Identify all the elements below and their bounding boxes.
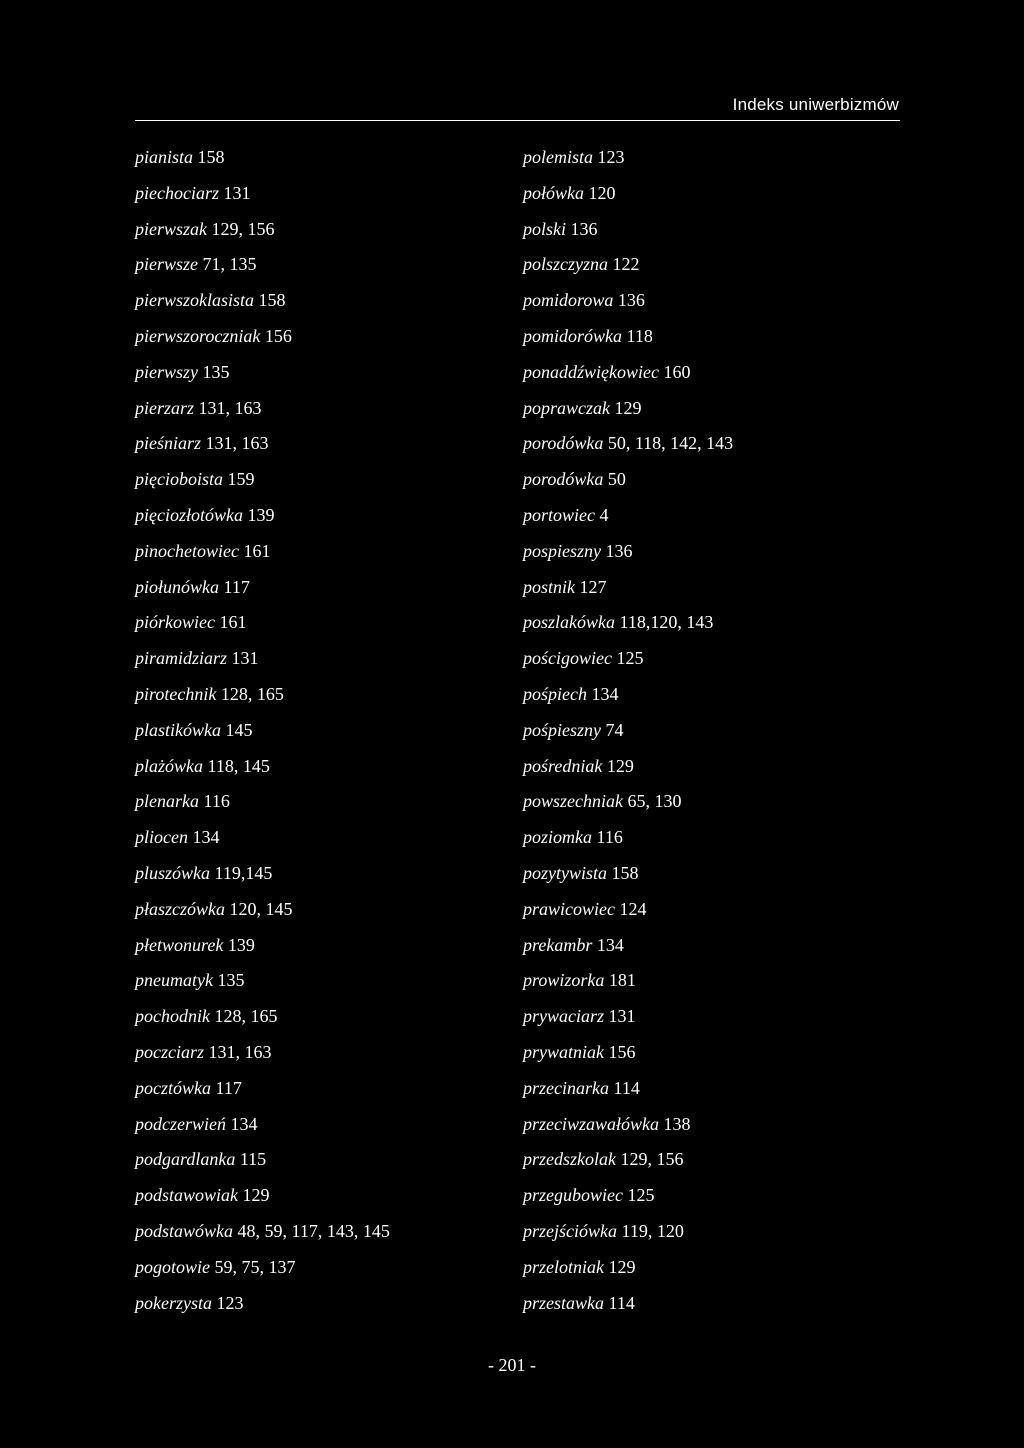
index-entry	[135, 820, 390, 856]
index-pages: 135	[202, 361, 230, 382]
index-pages: 134	[596, 934, 624, 955]
index-entry	[135, 605, 390, 641]
index-pages: 156	[264, 325, 292, 346]
index-entry	[523, 1071, 733, 1107]
index-pages: 129	[242, 1185, 270, 1206]
index-entry	[523, 391, 733, 427]
index-term: pościgowiec	[523, 648, 612, 669]
index-pages: 59, 75, 137	[214, 1256, 296, 1277]
index-pages: 145	[225, 719, 253, 740]
index-entry	[523, 928, 733, 964]
index-entry	[135, 641, 390, 677]
index-term: piórkowiec	[135, 612, 215, 633]
index-term: przegubowiec	[523, 1185, 623, 1206]
index-pages: 120, 145	[229, 898, 293, 919]
index-term: poczciarz	[135, 1041, 204, 1062]
index-pages: 50, 118, 142, 143	[607, 433, 734, 454]
index-entry	[135, 1071, 390, 1107]
index-entry	[523, 999, 733, 1035]
index-pages: 65, 130	[627, 791, 682, 812]
index-term: pierwsze	[135, 254, 198, 275]
index-pages: 158	[197, 147, 225, 167]
index-term: prywatniak	[523, 1041, 604, 1062]
index-pages: 128, 165	[214, 1006, 278, 1027]
index-term: przestawka	[523, 1292, 604, 1313]
index-entry	[523, 498, 733, 534]
index-entry	[523, 784, 733, 820]
index-pages: 71, 135	[202, 254, 257, 275]
index-entry	[523, 749, 733, 785]
index-entry	[135, 1214, 390, 1250]
index-entry	[523, 570, 733, 606]
index-pages: 127	[579, 576, 607, 597]
index-term: pierwszoklasista	[135, 290, 255, 311]
index-pages: 118	[626, 325, 653, 346]
index-entry	[135, 749, 390, 785]
index-term: pozytywista	[523, 862, 607, 883]
index-term: pięcioboista	[135, 469, 223, 490]
index-entry	[523, 1107, 733, 1143]
index-term: prywaciarz	[523, 1006, 604, 1027]
index-pages: 74	[605, 719, 624, 740]
index-entry	[135, 677, 390, 713]
index-pages: 116	[203, 791, 230, 812]
index-entry	[135, 534, 390, 570]
index-pages: 161	[219, 612, 247, 633]
index-term: pneumatyk	[135, 970, 213, 991]
index-pages: 119,145	[214, 862, 273, 883]
index-pages: 131, 163	[198, 397, 262, 418]
index-entry	[135, 856, 390, 892]
index-term: przeciwzawałówka	[523, 1113, 660, 1134]
index-pages: 134	[591, 683, 619, 704]
index-entry	[135, 1178, 390, 1214]
index-entry	[135, 713, 390, 749]
index-entry	[135, 498, 390, 534]
index-term: poziomka	[523, 827, 592, 848]
index-pages: 129	[606, 755, 634, 776]
index-pages: 123	[216, 1292, 244, 1313]
index-term: połówka	[523, 182, 584, 203]
index-entry	[523, 1250, 733, 1286]
index-pages: 122	[612, 254, 640, 275]
index-pages: 125	[616, 648, 644, 669]
index-pages: 134	[192, 827, 220, 848]
index-pages: 50	[607, 469, 626, 490]
index-pages: 158	[258, 290, 286, 311]
index-entry	[523, 1142, 733, 1178]
index-term: pochodnik	[135, 1006, 210, 1027]
index-term: polszczyzna	[523, 254, 608, 275]
page-number: - 201 -	[488, 1355, 536, 1375]
index-term: piechociarz	[135, 182, 219, 203]
index-term: pliocen	[135, 827, 188, 848]
index-pages: 129	[608, 1256, 636, 1277]
index-pages: 128, 165	[220, 683, 284, 704]
index-entry	[135, 784, 390, 820]
index-term: prowizorka	[523, 970, 605, 991]
index-entry	[135, 176, 390, 212]
index-entry	[523, 963, 733, 999]
index-pages: 119, 120	[621, 1220, 684, 1241]
index-pages: 48, 59, 117, 143, 145	[237, 1220, 390, 1241]
index-term: polski	[523, 218, 566, 239]
index-pages: 124	[619, 898, 647, 919]
index-term: pogotowie	[135, 1256, 210, 1277]
index-term: pośpiech	[523, 683, 587, 704]
index-pages: 115	[239, 1149, 267, 1170]
index-entry	[523, 355, 733, 391]
index-entry	[523, 820, 733, 856]
index-column-left	[135, 140, 390, 1321]
index-entry	[523, 212, 733, 248]
index-term: przejściówka	[523, 1220, 617, 1241]
index-pages: 123	[597, 147, 625, 167]
index-pages: 129, 156	[211, 218, 275, 239]
index-pages: 138	[663, 1113, 691, 1134]
index-term: prawicowiec	[523, 898, 615, 919]
index-entry	[135, 391, 390, 427]
index-pages: 131, 163	[205, 433, 269, 454]
index-term: poprawczak	[523, 397, 610, 418]
index-entry	[135, 1107, 390, 1143]
index-term: pianista	[135, 147, 194, 167]
index-pages: 118, 145	[207, 755, 270, 776]
index-pages: 129	[614, 397, 642, 418]
index-term: plenarka	[135, 791, 199, 812]
index-entry	[135, 570, 390, 606]
index-entry	[523, 713, 733, 749]
index-entry	[523, 1214, 733, 1250]
index-term: pokerzysta	[135, 1292, 212, 1313]
index-entry	[523, 1035, 733, 1071]
index-term: pomidorówka	[523, 325, 622, 346]
index-pages: 136	[570, 218, 598, 239]
index-entry	[135, 928, 390, 964]
index-pages: 120	[588, 182, 616, 203]
index-term: portowiec	[523, 504, 595, 525]
index-term: przelotniak	[523, 1256, 604, 1277]
index-pages: 134	[230, 1113, 258, 1134]
index-entry	[135, 140, 390, 176]
index-pages: 136	[617, 290, 645, 311]
index-term: pieśniarz	[135, 433, 202, 454]
index-term: podgardlanka	[135, 1149, 236, 1170]
index-term: porodówka	[523, 433, 604, 454]
index-pages: 159	[227, 469, 255, 490]
index-entry	[135, 462, 390, 498]
index-entry	[523, 534, 733, 570]
index-pages: 139	[227, 934, 255, 955]
index-term: płetwonurek	[135, 934, 224, 955]
index-term: pierwszy	[135, 361, 198, 382]
index-entry	[135, 892, 390, 928]
index-pages: 117	[223, 576, 250, 597]
index-pages: 125	[627, 1185, 655, 1206]
index-pages: 131, 163	[208, 1041, 272, 1062]
index-term: postnik	[523, 576, 575, 597]
index-term: przecinarka	[523, 1077, 609, 1098]
index-term: pośpieszny	[523, 719, 601, 740]
index-pages: 118,120, 143	[619, 612, 714, 633]
index-entry	[523, 856, 733, 892]
index-pages: 135	[217, 970, 245, 991]
index-term: podczerwień	[135, 1113, 226, 1134]
index-entry	[523, 1178, 733, 1214]
index-entry	[135, 319, 390, 355]
index-entry	[135, 1035, 390, 1071]
index-term: pirotechnik	[135, 683, 217, 704]
index-term: pierwszak	[135, 218, 207, 239]
index-term: pluszówka	[135, 862, 211, 883]
index-term: powszechniak	[523, 791, 623, 812]
index-entry	[135, 1250, 390, 1286]
index-entry	[135, 1142, 390, 1178]
index-term: prekambr	[523, 934, 593, 955]
index-entry	[135, 963, 390, 999]
index-term: płaszczówka	[135, 898, 225, 919]
index-pages: 156	[608, 1041, 636, 1062]
index-term: pospieszny	[523, 540, 601, 561]
index-term: podstawowiak	[135, 1185, 239, 1206]
index-pages: 4	[599, 504, 609, 525]
index-pages: 131	[231, 648, 259, 669]
index-term: polemista	[523, 147, 593, 167]
index-term: pomidorowa	[523, 290, 614, 311]
index-pages: 160	[663, 361, 691, 382]
index-pages: 181	[608, 970, 636, 991]
index-term: plastikówka	[135, 719, 221, 740]
header-rule	[135, 120, 900, 121]
index-term: pięciozłotówka	[135, 504, 243, 525]
index-entry	[523, 641, 733, 677]
index-entry	[523, 176, 733, 212]
index-entry	[135, 247, 390, 283]
index-entry	[135, 283, 390, 319]
running-header-title: Indeks uniwerbizmów	[732, 95, 899, 114]
index-entry	[523, 462, 733, 498]
index-term: pierzarz	[135, 397, 195, 418]
index-entry	[523, 140, 733, 176]
index-entry	[523, 677, 733, 713]
index-pages: 114	[608, 1292, 635, 1313]
index-entry	[135, 426, 390, 462]
index-term: pocztówka	[135, 1077, 211, 1098]
index-term: piołunówka	[135, 576, 219, 597]
index-term: podstawówka	[135, 1220, 234, 1241]
index-entry	[135, 212, 390, 248]
index-entry	[523, 892, 733, 928]
index-pages: 129, 156	[620, 1149, 684, 1170]
index-pages: 117	[215, 1077, 242, 1098]
index-pages: 158	[611, 862, 639, 883]
index-pages: 136	[605, 540, 633, 561]
index-pages: 161	[243, 540, 271, 561]
index-term: pierwszoroczniak	[135, 325, 261, 346]
index-term: porodówka	[523, 469, 604, 490]
index-pages: 131	[608, 1006, 636, 1027]
index-entry	[523, 319, 733, 355]
index-column-right	[523, 140, 733, 1321]
index-entry	[523, 426, 733, 462]
index-term: pośredniak	[523, 755, 603, 776]
index-pages: 131	[223, 182, 251, 203]
index-term: pinochetowiec	[135, 540, 239, 561]
index-pages: 116	[596, 827, 623, 848]
index-entry	[135, 1286, 390, 1322]
index-term: ponaddźwiękowiec	[523, 361, 659, 382]
index-entry	[135, 999, 390, 1035]
index-term: poszlakówka	[523, 612, 615, 633]
index-term: plażówka	[135, 755, 204, 776]
index-term: przedszkolak	[523, 1149, 616, 1170]
index-pages: 139	[247, 504, 275, 525]
index-term: piramidziarz	[135, 648, 228, 669]
index-entry	[523, 1286, 733, 1322]
index-pages: 114	[613, 1077, 640, 1098]
index-entry	[523, 605, 733, 641]
index-entry	[135, 355, 390, 391]
index-entry	[523, 247, 733, 283]
index-entry	[523, 283, 733, 319]
